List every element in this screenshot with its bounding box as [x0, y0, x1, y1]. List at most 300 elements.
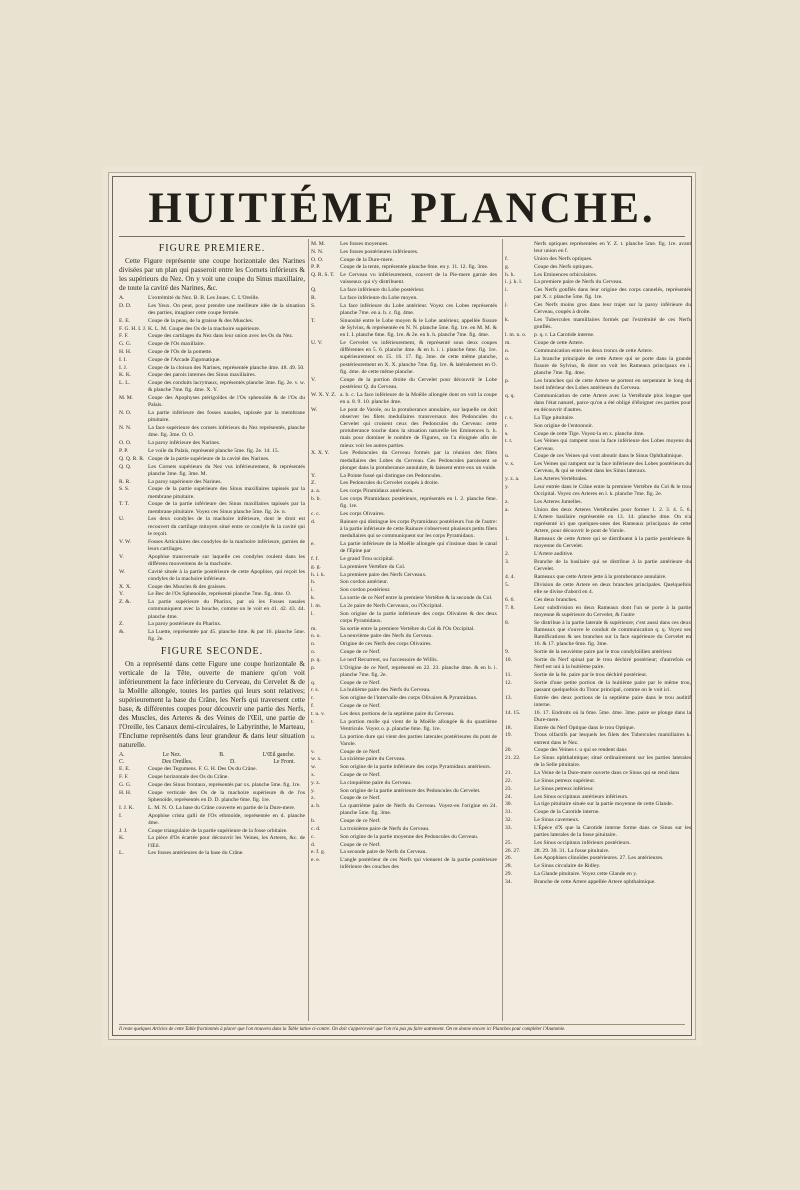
legend-pairs [119, 752, 305, 767]
legend-text: Fosses Articulaires des condyles de la machoire inférieure, garnies de leurs cartilages. [148, 538, 305, 552]
legend-text: Le nerf Recurrent, ou l'accessoire de Willis. [340, 656, 438, 663]
legend-entry [505, 605, 691, 619]
legend-pair-row [119, 752, 305, 759]
legend-text: Coupe des Veines t. u qui se rendent dans [534, 747, 627, 754]
legend-key: n. [311, 641, 316, 648]
legend-entry [311, 450, 497, 472]
legend-entry [311, 719, 497, 733]
legend-key: y. z. [311, 779, 321, 786]
legend-text: L'Artere auditive. [534, 551, 574, 558]
legend-key: j. [505, 302, 508, 309]
legend-text: Coupe des Tegumens. F. G. H. Des Os du Crâne. [148, 766, 258, 773]
legend-entry [311, 680, 497, 687]
legend-key: I. [119, 812, 123, 819]
legend-entry [119, 303, 305, 317]
legend-key: 22. [505, 777, 512, 784]
legend-key: I. J. [119, 364, 128, 371]
legend-entry [505, 431, 691, 438]
legend-key: f. f. [311, 556, 319, 562]
legend-text: Les Cornets supérieurs du Nez vus inférieurement, & représentés planche 3me. fig. 3me. M. [148, 463, 305, 477]
legend-text: Apophise crista galli de l'Os ethmoïde, représentée en d. planche 4me. [148, 812, 305, 826]
legend-text: Son origine de la partie inférieure des corps Pyramidaux antérieurs. [340, 764, 491, 771]
legend-entry [119, 591, 305, 598]
legend-text: Les Sinus occipitaux inférieurs postérieurs. [534, 839, 631, 846]
legend-text: La neuvième paire des Nerfs du Cerveau. [340, 633, 433, 640]
legend-entry [505, 551, 691, 558]
legend-key: Q. R. S. T. [311, 272, 335, 279]
legend-key: T. T. [119, 501, 130, 508]
legend-entry [311, 587, 497, 594]
legend-key: 31. [505, 809, 512, 816]
legend-text: Coupe de cette Tige. Voyez-la en x. planche 4me. [534, 430, 645, 437]
legend-text: Le Front. [273, 758, 295, 765]
legend-text: Son origine de l'intervalle des corps Olivaires & Pyramidaux. [340, 695, 478, 702]
legend-text: Branche de cette Artere appellée Artere ophthalmique. [534, 878, 656, 885]
legend-key: g. [505, 263, 510, 270]
legend-entry [505, 264, 691, 271]
legend-text: La Tige pituitaire. [534, 414, 575, 421]
legend-text: Le Sinus petreux inférieur. [534, 785, 594, 792]
legend-key: q. q. [505, 392, 515, 399]
legend-text: Les branches qui de cette Artere se portent en serpentant le long du bord inférieur des Lobes antérieurs du Cerveau. [534, 377, 691, 391]
legend-entry [119, 357, 305, 364]
legend-key: a. a. [311, 488, 321, 495]
legend-text: La paroy supérieure des Narines. [148, 478, 222, 485]
legend-entry [119, 372, 305, 379]
legend-entry [311, 511, 497, 518]
legend-entry [311, 626, 497, 633]
legend-key: F. F. [119, 774, 129, 781]
legend-key: W. [119, 568, 126, 575]
legend-entry [119, 554, 305, 568]
legend-key: F. G. H. I. J. [119, 325, 147, 332]
legend-entry [119, 365, 305, 372]
legend-entry [311, 633, 497, 640]
legend-text: Communication de cette Artere avec la Vertébrale plus longue que dans l'état naturel, parce qu'on a été obligé d'éloigner ces parties pour en découvrir d'autres. [534, 392, 691, 414]
legend-text: Ces Nerfs moins gros dans leur trajet sur la paroy inférieure du Cerveau, coupés à droite. [534, 302, 691, 316]
legend-key: i. j. k. l. [505, 279, 523, 286]
legend-key: y. [505, 483, 509, 490]
legend-entry [311, 480, 497, 487]
legend-key: W. X. Y. Z. [311, 391, 337, 398]
legend-text: La seconde paire de Nerfs du Cerveau. [340, 849, 427, 856]
legend-key: f. [505, 256, 509, 262]
legend-key: w. [311, 764, 317, 771]
legend-text: Branche de la basilaire qui se distribue à la partie antérieure du Cervelet. [534, 558, 691, 573]
legend-text: La sixième paire du Cerveau. [340, 756, 406, 763]
legend-entry [119, 501, 305, 515]
legend-entry [505, 499, 691, 506]
legend-text: La Luette, représentée par 45. planche 4me. & par 16. planche 5me. fig. 2e. [148, 629, 305, 643]
legend-key: Y. [119, 591, 124, 598]
legend-text: Union des deux Arteres Vertébrales pour former 1. 2. 3. 4. 5. 6. L'Artere basilaire représentée en 13. 14. planche 4me. On n'a représenté ici que quelques-unes des Rameaux principaux de cette Artere, pour découvrir le pont de Varole. [534, 506, 691, 535]
legend-key: 23. [505, 785, 512, 792]
legend-key: 6. 6. [505, 596, 515, 603]
legend-key: E. E. [119, 766, 131, 773]
legend-entry [119, 425, 305, 439]
legend-text: L'extrémité du Nez. B. B. Les Joues. C. L'Oreille. [148, 295, 260, 301]
legend-entry [505, 710, 691, 724]
legend-text: La Glande pituitaire. Voyez cette Glande en y. [534, 870, 638, 877]
legend-text: Coupe des cartilages du Nez dans leur union avec les Os du Nez. [148, 333, 294, 340]
legend-key: K. [119, 835, 125, 842]
legend-list [505, 241, 691, 886]
figure-intro: On a représenté dans cette Figure une coupe horizontale & verticale de la Tête, ouverte de maniere qu'on voit inférieurement la face inférieure du Cerveau, du Cervelet & de la Moëlle allongée, toutes les parties qui leurs sont relatives; supérieurement la base du Crâne, les Nerfs qui traversent cette base, & différentes coupes pour découvrir une partie des Nerfs, des Muscles, des Arteres & des Veines de l'Œil, une partie de l'Oreille, les Canaux demi-circulaires, le Labyrinthe, le Marteau, l'Enclume représentés dans leur grandeur & dans leur situation naturelle. [119, 659, 305, 749]
legend-key: r. s. [311, 687, 319, 694]
legend-text: Coupe de la partie inférieure des Sinus maxillaires tapissés par la membrane pituitaire. Voyez ces Sinus planche 5me. fig. 2e. n. [148, 501, 305, 515]
legend-entry [311, 603, 497, 610]
legend-text: Les deux condyles de la machoire inférieure, dont le droit est recouvert du cartilage mitoyen situé entre ce condyle & la cavité qui le reçoit. [148, 516, 305, 537]
legend-key: 12. [505, 679, 512, 686]
legend-text: Coupe de l'Os de la pomette. [148, 348, 213, 355]
legend-text: Les Tubercules mamillaires formés par l'extrémité de ces Nerfs gonflés. [534, 317, 691, 331]
legend-text: 28. 29. 30. 31. La fosse pituitaire. [534, 847, 610, 854]
legend-text: La face inférieure du Lobe antérieur. Voyez ces Lobes représentés planche 7me. en a. b. c. fig. 4me. [340, 302, 497, 316]
legend-key: C. [119, 758, 125, 765]
legend-text: La face inférieure du Lobe postérieur. [340, 287, 425, 294]
figure-heading: FIGURE SECONDE. [160, 645, 264, 657]
legend-key: k. [505, 317, 510, 324]
legend-entry [505, 747, 691, 754]
legend-text: L'Origine de ce Nerf, représenté en 22. 23. planche 4me. & en b. i. planche 7me. fig. 2e. [340, 664, 497, 678]
legend-text: Coupe de la Carotide interne. [534, 809, 600, 816]
legend-entry [311, 519, 497, 541]
legend-key: h. i. k. [311, 571, 326, 578]
figure-heading: FIGURE PREMIERE. [158, 243, 266, 254]
legend-key: H. H. [119, 348, 132, 355]
legend-entry [311, 264, 497, 271]
legend-text: Les Veines qui rampent sous la face inférieure des Lobes moyens du Cerveau. [534, 438, 691, 452]
legend-key: u. [311, 733, 316, 740]
legend-entry [505, 597, 691, 604]
legend-entry [311, 564, 497, 571]
legend-entry [505, 332, 691, 339]
legend-text: Sortie d'une petite portion de la huitième paire par le même trou, passant quelquefois du Tronc principal, comme on le voit ici. [534, 679, 691, 693]
legend-entry [119, 813, 305, 827]
legend-text: Coupe horizontale des Os du Crâne. [148, 774, 229, 781]
legend-key: q. [311, 679, 316, 686]
legend-text: Coupe de ce Nerf. [340, 648, 381, 655]
legend-entry [119, 599, 305, 621]
legend-key: 34. [505, 878, 512, 885]
legend-text: Son cordon postérieur. [340, 587, 391, 594]
legend-text: Les Eminences orbiculaires. [534, 271, 598, 278]
legend-key: c. d. [311, 825, 321, 832]
legend-entry [119, 448, 305, 455]
legend-text: Les Pedoncules du Cervelet coupés à droite. [340, 480, 439, 487]
legend-entry [505, 256, 691, 263]
legend-key: h. h. [505, 271, 515, 278]
legend-text: Coupe de ce Nerf. [340, 818, 381, 825]
legend-key: X. X. [119, 583, 132, 590]
legend-entry [505, 848, 691, 855]
legend-entry [311, 857, 497, 871]
legend-entry [119, 479, 305, 486]
legend-entry [505, 770, 691, 777]
legend-key: J. J. [119, 827, 128, 834]
legend-key: M. M. [311, 241, 326, 247]
legend-key: s. [505, 430, 509, 437]
legend-entry [505, 348, 691, 355]
legend-entry [505, 507, 691, 536]
legend-key: R. R. [119, 478, 131, 485]
legend-key: e. f. g. [311, 849, 326, 856]
legend-text: Apophise transversale sur laquelle ces condyles roulent dans les différens mouvemens de la machoire. [148, 553, 305, 567]
legend-key: 32. [505, 816, 512, 823]
legend-key: i. [311, 587, 314, 594]
legend-entry [505, 657, 691, 671]
legend-text: La face supérieure des cornets inférieurs du Nez représentés, planche 4me. fig. 3me. O. O. [148, 425, 305, 439]
legend-key: 33. [505, 824, 512, 831]
legend-key: 7. 8. [505, 604, 515, 611]
legend-key: 13. [505, 694, 512, 701]
legend-key: x. [311, 771, 316, 778]
legend-entry [311, 695, 497, 702]
legend-key: A. [119, 751, 125, 758]
legend-text: Le Cerveau vu inférieurement, couvert de la Pie-mere garnie des vaisseaux qui s'y distribuent. [340, 272, 497, 286]
legend-entry [311, 641, 497, 648]
legend-entry [311, 272, 497, 286]
legend-entry [119, 539, 305, 553]
legend-key: L. L. [119, 380, 131, 387]
legend-text: Leur subdivision en deux Rameaux dont l'un se porte à la partie moyenne & supérieure du Cervelet, & l'autre [534, 604, 691, 618]
legend-key: 21. [505, 770, 512, 777]
legend-key: m. [311, 625, 317, 632]
legend-key: O. O. [311, 256, 324, 263]
legend-key: l. m. [311, 602, 322, 609]
legend-text: Se distribue à la partie laterale & supérieure; c'est aussi dans ces deux Rameaux que s'ouvre le conduit de communication q. q. Voyez ses Ramifications & ses branches sur la face supérieure du Cervelet en 16. & 17. planche 6me. fig. 3me. [534, 619, 691, 648]
plate-title: HUITIÉME PLANCHE. [148, 185, 656, 232]
column-divider [308, 239, 309, 1021]
legend-text: Son origine de la partie moyenne des Pedoncules du Cerveau. [340, 833, 479, 840]
legend-key: E. E. [119, 317, 131, 324]
legend-key: 10. [505, 656, 512, 663]
legend-entry [119, 766, 305, 773]
legend-key: X. X. Y. [311, 450, 330, 457]
legend-text: Coupe de la partie supérieure des Sinus maxillaires tapissés par la membrane pituitaire. [148, 486, 305, 500]
legend-text: 16. 17. Endroits où la 6me. 5me. 4me. 3me. paire se plonge dans la Dure-mere. [534, 709, 691, 723]
legend-key: F. F. [119, 333, 129, 340]
legend-key: 3. [505, 558, 510, 565]
legend-key: 2. [505, 551, 510, 558]
legend-text: Coupe des conduits lacrymaux, représentés planche 3me. fig. 2e. v. w. & planche 7me. fig. 4me. X. Y. [148, 380, 305, 394]
legend-entry [119, 464, 305, 478]
legend-entry [505, 272, 691, 279]
legend-text: Entrée des deux portions de la septième paire dans le trou auditif interne. [534, 694, 691, 708]
legend-key: D. D. [119, 302, 132, 309]
legend-text: Les Arteres Vertébrales. [534, 476, 588, 483]
legend-list [311, 241, 497, 872]
legend-entry [311, 780, 497, 787]
legend-entry [505, 801, 691, 808]
legend-key: b. [311, 818, 316, 825]
legend-entry [119, 790, 305, 804]
legend-entry [505, 574, 691, 581]
legend-text: Nerfs optiques représentées en Y. Z. t. planche 5me. fig. 1re. avant leur union en f. [534, 241, 691, 255]
legend-key: 20. [505, 747, 512, 754]
legend-key: g. g. [311, 563, 321, 570]
legend-text: La huitième paire des Nerfs du Cerveau. [340, 687, 431, 694]
legend-text: La premiere Vertébre du Col. [340, 563, 406, 570]
legend-text: Le grand Trou occipital. [340, 556, 395, 562]
legend-entry [311, 788, 497, 795]
legend-entry [311, 826, 497, 833]
legend-key: 18. [505, 724, 512, 731]
legend-text: Rameaux que cette Artere jette à la protuberance annulaire. [534, 573, 667, 580]
legend-text: Sinuosité entre le Lobe moyen & le Lobe antérieur, appellée fissure de Sylvius, & représentée en N. N. planche 5me. fig. 1re. en M. M. & en I. I. planche 6me. fig. 1re. & 2e. en h. h. planche 7me. fig. 4me. [340, 317, 497, 339]
legend-entry [311, 556, 497, 563]
legend-text: Le Bec de l'Os Sphenoïde, représenté planche 7me. fig. 4me. O. [148, 591, 292, 598]
legend-entry [311, 318, 497, 340]
legend-key: t. [311, 718, 314, 725]
legend-pair-row [119, 759, 305, 766]
legend-key: 24. [505, 793, 512, 800]
legend-entry [505, 794, 691, 801]
legend-entry [311, 772, 497, 779]
legend-entry [311, 295, 497, 302]
legend-entry [311, 392, 497, 406]
legend-text: Coupe de ce Nerf. [340, 771, 381, 778]
legend-entry [505, 786, 691, 793]
legend-entry [119, 486, 305, 500]
legend-key: D. [230, 758, 236, 765]
column-middle [311, 241, 497, 1019]
legend-entry [311, 340, 497, 376]
legend-key: A. [119, 295, 125, 301]
legend-key: z. [311, 795, 315, 802]
legend-text: Division de cette Artere en deux branches principales. Quelquefois elle se divise d'abord en 4. [534, 581, 691, 595]
legend-entry [505, 461, 691, 475]
legend-key: O. O. [119, 440, 132, 447]
legend-text: L'Œil gauche. [262, 751, 295, 758]
legend-entry [119, 333, 305, 340]
legend-key: &. [119, 629, 125, 636]
legend-entry [311, 287, 497, 294]
legend-key: l. [311, 610, 314, 617]
legend-key: Q. Q. [119, 463, 132, 470]
legend-key: 9. [505, 648, 510, 655]
footnote: Il reste quelques Articles de cette Table fractionnés à placer que l'on trouvera dans la Table latine ci-contre. On doit s'appercevoir que l'on n'a pas pu faire autrement. On ne donne encore ici Planches pour compléter l'Anatomie. [119, 1024, 685, 1033]
legend-key: Z. [119, 621, 124, 628]
legend-entry [119, 835, 305, 849]
legend-text: La tige pituitaire située sur la partie moyenne de cette Glande. [534, 801, 674, 808]
legend-entry [505, 393, 691, 415]
legend-key: k. [311, 594, 316, 601]
legend-entry [505, 879, 691, 886]
legend-entry [505, 415, 691, 422]
legend-text: Leur entrée dans le Crâne entre la premiere Vertébre du Col & le trou Occipital. Voyez ces Arteres en l. k. planche 7me. fig. 2e. [534, 483, 691, 498]
legend-key: p. [311, 664, 316, 671]
legend-entry [505, 453, 691, 460]
legend-text: Communication entre les deux troncs de cette Artere. [534, 347, 653, 354]
legend-key: r. s. [505, 414, 513, 421]
legend-key: Z. [311, 480, 316, 487]
legend-text: La premiere paire de Nerfs du Cerveau. [534, 279, 623, 286]
legend-entry [119, 828, 305, 835]
legend-text: La premiere paire des Nerfs Cerveaux. [340, 571, 427, 578]
legend-text: La cinquième paire du Cerveau. [340, 779, 412, 786]
legend-key: 4. 4. [505, 573, 515, 580]
legend-entry [505, 695, 691, 709]
legend-entry [505, 809, 691, 816]
column-left [119, 241, 305, 1019]
legend-text: Coupe de la portion droite du Cervelet pour découvrir le Lobe postérieur Q. du Cerveau. [340, 376, 497, 390]
legend-key: c. [311, 833, 315, 840]
legend-text: Coupe de ce Nerf. [340, 795, 381, 802]
legend-entry [311, 818, 497, 825]
legend-text: La face inférieure du Lobe moyen. [340, 294, 418, 301]
legend-key: Y. [311, 472, 316, 479]
legend-text: Les Apophises clinoïdes postérieures. 27. Les antérieures. [534, 855, 664, 862]
legend-text: Sa sortie entre la premiere Vertébre du Col & l'Os Occipital. [340, 625, 475, 632]
legend-key: T. [311, 317, 316, 324]
legend-key: t. u. v. [311, 710, 325, 717]
legend-entry [119, 629, 305, 643]
legend-entry [119, 621, 305, 628]
legend-key: N. N. [119, 425, 132, 432]
legend-entry [311, 579, 497, 586]
legend-text: La paroy postérieure du Pharinx. [148, 621, 222, 628]
legend-entry [311, 241, 497, 248]
legend-text: L'Épéce d'X que la Carotide interne forme dans ce Sinus sur les parties laterales de la fosse pituitaire. [534, 824, 691, 838]
legend-key: 5. [505, 581, 510, 588]
legend-text: Cavité située à la partie postérieure de cette Apophise, qui reçoit les condyles de la machoire inférieure. [148, 568, 305, 582]
legend-entry [505, 279, 691, 286]
legend-entry [119, 440, 305, 447]
legend-key: M. M. [119, 395, 134, 402]
legend-key: z. [505, 498, 509, 505]
legend-key: Q. [311, 287, 317, 294]
legend-entry [119, 850, 305, 857]
legend-entry [311, 665, 497, 679]
legend-text: Son origine de la partie inférieure des corps Olivaires & des deux corps Pyramidaux. [340, 610, 497, 624]
legend-text: La pièce d'Os écartée pour découvrir les Veines, les Arteres, &c. de l'Œil. [148, 835, 305, 849]
legend-entry [119, 395, 305, 409]
legend-entry [311, 595, 497, 602]
legend-entry [119, 516, 305, 538]
legend-text: Les fosses postérieures inférieures. [340, 248, 419, 255]
legend-key: S. S. [119, 486, 130, 493]
legend-text: Le Sinus ophthalmique; situé ordinairement sur les parties laterales de la Selle pituitaire. [534, 755, 691, 769]
legend-key: n. o. [311, 633, 321, 640]
legend-key: a. [505, 506, 509, 513]
legend-key: 19. [505, 732, 512, 739]
legend-list [119, 766, 305, 857]
legend-text: Son origine de la partie antérieure des Pedoncules du Cervelet. [340, 787, 481, 794]
legend-text: La troisième paire de Nerfs du Cerveau. [340, 825, 430, 832]
legend-key: i. [505, 287, 508, 294]
legend-entry [311, 749, 497, 756]
legend-key: V. [311, 376, 316, 383]
legend-entry [311, 249, 497, 256]
legend-text: La quatrième paire de Nerfs du Cerveau. Voyez-en l'origine en 24. planche 5me. fig. 3me. [340, 803, 497, 817]
legend-text: Coupe de l'Os maxillaire. [148, 341, 205, 348]
legend-key: r. [505, 422, 508, 429]
legend-key: K. K. [119, 372, 132, 379]
legend-text: Des Oreilles. [162, 758, 193, 765]
legend-entry [311, 764, 497, 771]
legend-entry [505, 680, 691, 694]
legend-text: La sortie de ce Nerf entre la premiere Vertébre & la seconde du Col. [340, 594, 493, 601]
legend-text: Ces Nerfs gonflés dans leur origine des corps cannelés, représentés par X. r. planche 5me. fig. 1re. [534, 287, 691, 301]
legend-key: I. J. K. [119, 804, 135, 811]
legend-entry [119, 774, 305, 781]
legend-key: p. q. [311, 656, 321, 663]
legend-key: 8. [505, 619, 510, 626]
legend-entry [505, 484, 691, 498]
legend-key: y. [311, 787, 315, 794]
legend-text: Coupe de ces Veines qui vont aboutir dans le Sinus Ophthalmique. [534, 453, 683, 460]
